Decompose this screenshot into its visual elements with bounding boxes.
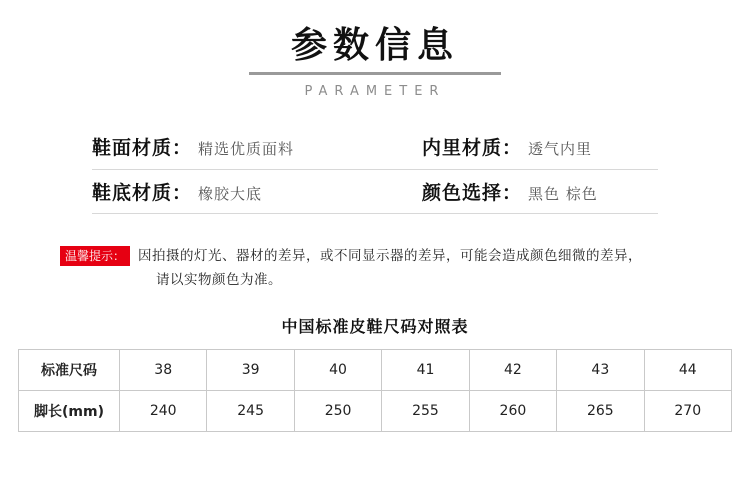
size-row-header: 标准尺码	[19, 349, 120, 390]
spec-value: 黑色 棕色	[528, 184, 598, 203]
spec-label: 鞋面材质：	[92, 137, 193, 160]
size-cell: 44	[644, 349, 731, 390]
spec-cell-sole-material	[92, 169, 422, 213]
spec-label: 颜色选择：	[422, 181, 523, 204]
size-cell: 43	[557, 349, 644, 390]
page-title: 参数信息	[290, 25, 459, 66]
size-cell: 260	[469, 390, 556, 431]
spec-label: 内里材质：	[422, 137, 523, 160]
size-cell: 240	[120, 390, 207, 431]
spec-table	[92, 125, 658, 214]
size-table-title: 中国标准皮鞋尺码对照表	[281, 316, 469, 336]
spec-cell-color-option	[422, 169, 658, 213]
table-row	[19, 390, 732, 431]
spec-value: 橡胶大底	[198, 184, 263, 203]
size-cell: 250	[294, 390, 381, 431]
spec-label: 鞋底材质：	[92, 181, 193, 204]
notice-tag: 温馨提示：	[60, 246, 130, 266]
spec-value: 透气内里	[528, 140, 593, 159]
spec-cell-lining-material	[422, 125, 658, 169]
page-title-block	[0, 0, 750, 99]
size-cell: 42	[469, 349, 556, 390]
size-cell: 40	[294, 349, 381, 390]
size-cell: 41	[382, 349, 469, 390]
notice-line-1: 因拍摄的灯光、器材的差异，或不同显示器的差异，可能会造成颜色细微的差异，	[138, 247, 643, 264]
size-cell: 270	[644, 390, 731, 431]
table-row	[92, 169, 658, 213]
size-cell: 265	[557, 390, 644, 431]
notice-block	[60, 244, 690, 292]
spec-cell-upper-material	[92, 125, 422, 169]
notice-text	[138, 244, 642, 292]
spec-value: 精选优质面料	[198, 140, 295, 159]
table-row	[92, 125, 658, 169]
page-subtitle: PARAMETER	[304, 84, 446, 99]
size-table	[18, 349, 732, 432]
size-row-header: 脚长(mm)	[19, 390, 120, 431]
table-row	[19, 349, 732, 390]
notice-line-2: 请以实物颜色为准。	[156, 271, 283, 288]
size-cell: 245	[207, 390, 294, 431]
size-cell: 39	[207, 349, 294, 390]
size-cell: 255	[382, 390, 469, 431]
title-divider	[249, 72, 501, 75]
size-cell: 38	[120, 349, 207, 390]
